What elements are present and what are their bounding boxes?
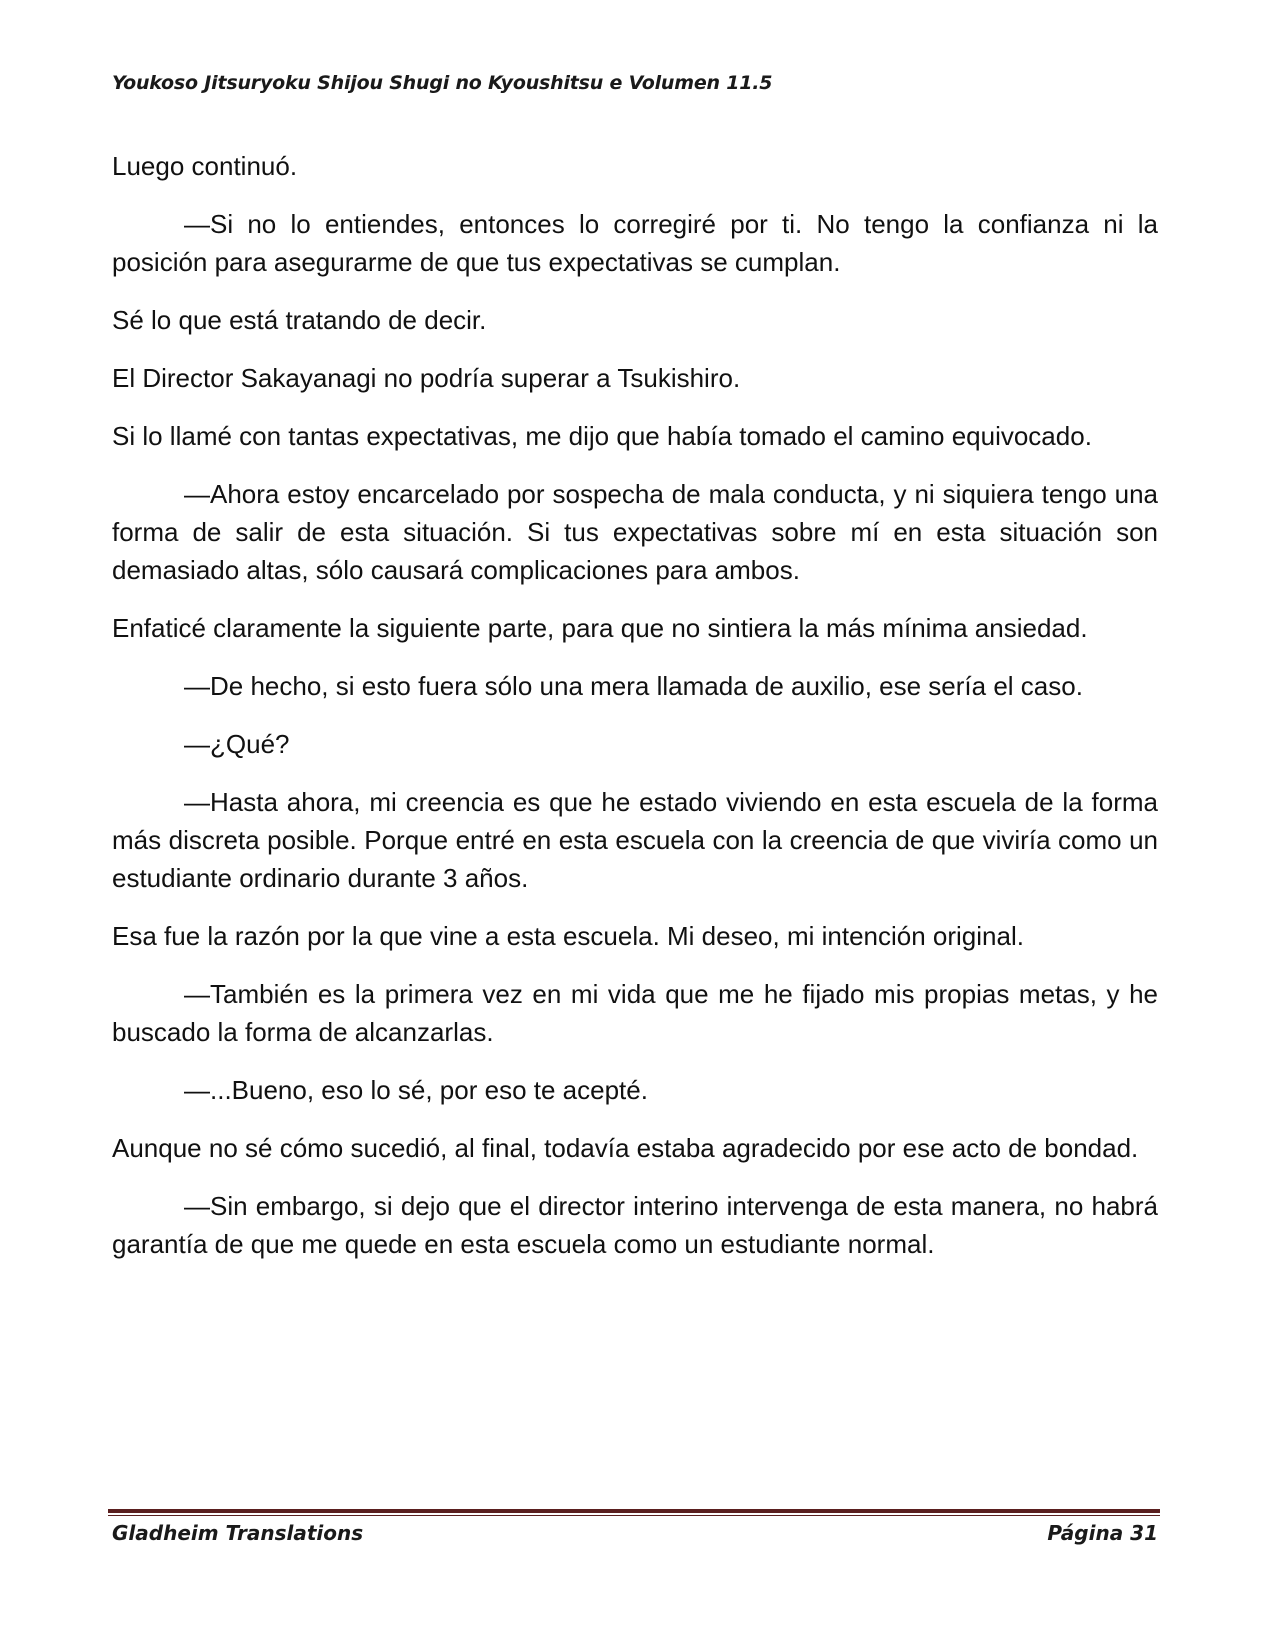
page-number: Página 31 [1047, 1521, 1158, 1545]
paragraph: —Si no lo entiendes, entonces lo corregiré por ti. No tengo la confianza ni la posición para asegurarme de que tus expectativas se cumplan. [112, 209, 1158, 277]
paragraph: Esa fue la razón por la que vine a esta escuela. Mi deseo, mi intención original. [112, 921, 1024, 951]
footer-divider [108, 1509, 1160, 1516]
paragraph: Aunque no sé cómo sucedió, al final, todavía estaba agradecido por ese acto de bondad. [112, 1133, 1139, 1163]
footer-credit: Gladheim Translations [112, 1521, 364, 1545]
paragraph: —Sin embargo, si dejo que el director interino intervenga de esta manera, no habrá garantía de que me quede en esta escuela como un estudiante normal. [112, 1191, 1158, 1259]
paragraph: —¿Qué? [184, 729, 290, 759]
footer-divider-thin [108, 1515, 1160, 1516]
paragraph: —También es la primera vez en mi vida que me he fijado mis propias metas, y he buscado la forma de alcanzarlas. [112, 979, 1158, 1047]
paragraph: El Director Sakayanagi no podría superar a Tsukishiro. [112, 363, 741, 393]
paragraph: —De hecho, si esto fuera sólo una mera llamada de auxilio, ese sería el caso. [184, 671, 1083, 701]
paragraph: —Hasta ahora, mi creencia es que he estado viviendo en esta escuela de la forma más discreta posible. Porque entré en esta escuela con la creencia de que viviría como un estudiante ordinario durante 3 años. [112, 787, 1158, 893]
body-text [112, 147, 1158, 1283]
paragraph: —Ahora estoy encarcelado por sospecha de mala conducta, y ni siquiera tengo una forma de salir de esta situación. Si tus expectativas sobre mí en esta situación son demasiado altas, sólo causará complicaciones para ambos. [112, 479, 1158, 585]
paragraph: Luego continuó. [112, 151, 298, 181]
paragraph: Sé lo que está tratando de decir. [112, 305, 487, 335]
paragraph: Si lo llamé con tantas expectativas, me dijo que había tomado el camino equivocado. [112, 421, 1092, 451]
paragraph: —...Bueno, eso lo sé, por eso te acepté. [184, 1075, 648, 1105]
page-header-title: Youkoso Jitsuryoku Shijou Shugi no Kyoushitsu e Volumen 11.5 [112, 72, 773, 94]
footer-divider-thick [108, 1509, 1160, 1513]
paragraph: Enfaticé claramente la siguiente parte, para que no sintiera la más mínima ansiedad. [112, 613, 1088, 643]
